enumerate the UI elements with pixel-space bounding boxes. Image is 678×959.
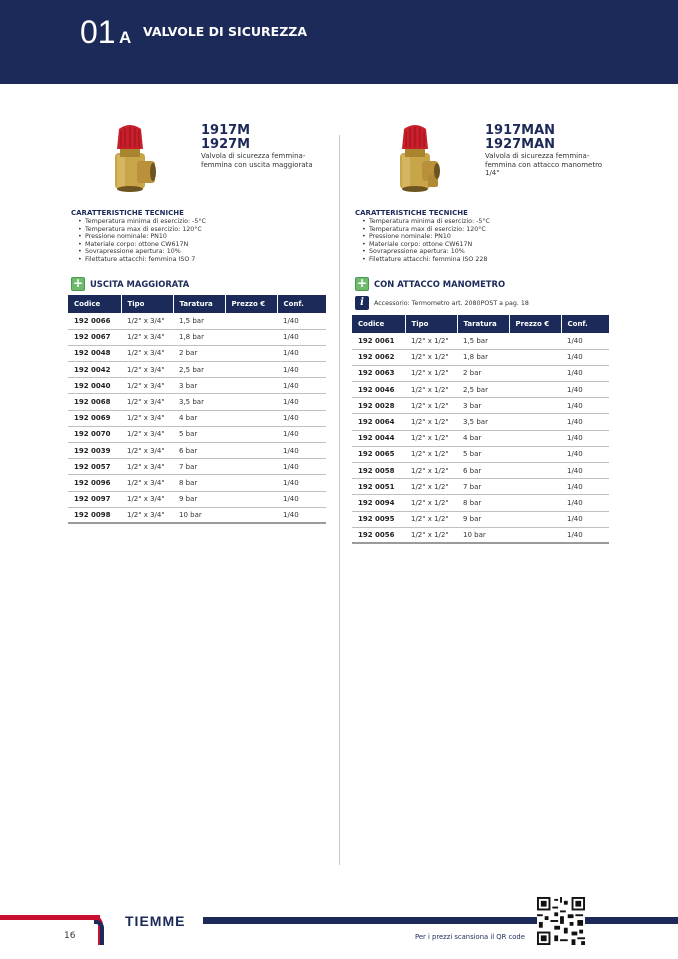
spec-item: • Pressione nominale: PN10	[76, 233, 206, 241]
cell-code: 192 0028	[352, 398, 405, 414]
cell-pack: 1/40	[277, 475, 326, 491]
cell-type: 1/2" x 3/4"	[121, 378, 173, 394]
table-row	[352, 446, 609, 462]
cell-type: 1/2" x 1/2"	[405, 479, 457, 495]
cell-type: 1/2" x 3/4"	[121, 443, 173, 459]
section-heading	[355, 277, 505, 291]
cell-code: 192 0066	[68, 313, 121, 329]
column-header: Tipo	[121, 295, 173, 313]
table-row	[68, 345, 326, 361]
cell-code: 192 0096	[68, 475, 121, 491]
table-row	[352, 382, 609, 398]
valve-image	[103, 123, 157, 193]
column-header: Conf.	[277, 295, 326, 313]
table-row	[352, 333, 609, 349]
spec-item: • Sovrapressione apertura: 10%	[76, 248, 206, 256]
cell-pack: 1/40	[277, 491, 326, 507]
table-row	[352, 463, 609, 479]
cell-code: 192 0058	[352, 463, 405, 479]
product-codes	[485, 124, 555, 152]
cell-type: 1/2" x 1/2"	[405, 333, 457, 349]
cell-price	[509, 349, 561, 365]
cell-pack: 1/40	[561, 446, 609, 462]
cell-code: 192 0068	[68, 394, 121, 410]
cell-code: 192 0051	[352, 479, 405, 495]
cell-code: 192 0097	[68, 491, 121, 507]
cell-code: 192 0056	[352, 527, 405, 543]
cell-code: 192 0065	[352, 446, 405, 462]
spec-item: • Filettature attacchi: femmina ISO 228	[360, 256, 490, 264]
table-row	[352, 365, 609, 381]
table-row	[68, 378, 326, 394]
cell-setting: 3 bar	[457, 398, 509, 414]
spec-title: CARATTERISTICHE TECNICHE	[71, 209, 184, 217]
table-row	[68, 362, 326, 378]
cell-setting: 2 bar	[173, 345, 225, 361]
qr-code-icon[interactable]	[537, 897, 585, 945]
cell-price	[225, 313, 277, 329]
cell-price	[509, 495, 561, 511]
table-row	[68, 443, 326, 459]
accessory-note	[355, 296, 529, 310]
column-header: Codice	[352, 315, 405, 333]
cell-price	[225, 394, 277, 410]
cell-type: 1/2" x 1/2"	[405, 527, 457, 543]
cell-type: 1/2" x 3/4"	[121, 426, 173, 442]
cell-code: 192 0095	[352, 511, 405, 527]
table-row	[352, 527, 609, 543]
cell-pack: 1/40	[561, 463, 609, 479]
cell-code: 192 0063	[352, 365, 405, 381]
cell-pack: 1/40	[561, 527, 609, 543]
footer-blue-hook	[94, 920, 104, 945]
cell-code: 192 0042	[68, 362, 121, 378]
cell-type: 1/2" x 1/2"	[405, 414, 457, 430]
cell-pack: 1/40	[277, 443, 326, 459]
cell-setting: 10 bar	[173, 507, 225, 523]
table-row	[352, 414, 609, 430]
cell-code: 192 0070	[68, 426, 121, 442]
info-icon: i	[355, 296, 369, 310]
cell-setting: 7 bar	[457, 479, 509, 495]
cell-type: 1/2" x 3/4"	[121, 507, 173, 523]
column-header: Taratura	[173, 295, 225, 313]
cell-code: 192 0057	[68, 459, 121, 475]
cell-type: 1/2" x 1/2"	[405, 463, 457, 479]
product-description: Valvola di sicurezza femmina-femmina con uscita maggiorata	[201, 152, 313, 169]
table-header-row	[68, 295, 326, 313]
table-row	[68, 459, 326, 475]
cell-price	[509, 463, 561, 479]
column-divider	[339, 135, 340, 865]
cell-setting: 8 bar	[173, 475, 225, 491]
product-code: 1917MAN	[485, 123, 556, 138]
cell-pack: 1/40	[277, 378, 326, 394]
cell-pack: 1/40	[561, 430, 609, 446]
cell-price	[509, 382, 561, 398]
cell-setting: 3,5 bar	[457, 414, 509, 430]
spec-list	[76, 218, 206, 264]
cell-pack: 1/40	[561, 349, 609, 365]
cell-type: 1/2" x 3/4"	[121, 459, 173, 475]
cell-type: 1/2" x 3/4"	[121, 329, 173, 345]
section-heading	[71, 277, 189, 291]
cell-setting: 9 bar	[457, 511, 509, 527]
cell-pack: 1/40	[277, 394, 326, 410]
page-header	[0, 0, 678, 84]
cell-setting: 6 bar	[173, 443, 225, 459]
product-codes	[201, 124, 250, 152]
cell-pack: 1/40	[561, 382, 609, 398]
cell-price	[509, 511, 561, 527]
product-description: Valvola di sicurezza femmina-femmina con attacco manometro 1/4"	[485, 152, 603, 178]
spec-title: CARATTERISTICHE TECNICHE	[355, 209, 468, 217]
table-row	[352, 430, 609, 446]
spec-item: • Pressione nominale: PN10	[360, 233, 490, 241]
cell-type: 1/2" x 3/4"	[121, 491, 173, 507]
brand-logo: TIEMME	[125, 913, 186, 929]
spec-item: • Sovrapressione apertura: 10%	[360, 248, 490, 256]
spec-item: • Temperatura max di esercizio: 120°C	[360, 226, 490, 234]
cell-price	[225, 475, 277, 491]
column-header: Tipo	[405, 315, 457, 333]
cell-type: 1/2" x 1/2"	[405, 511, 457, 527]
cell-setting: 4 bar	[457, 430, 509, 446]
cell-pack: 1/40	[277, 313, 326, 329]
cell-type: 1/2" x 1/2"	[405, 398, 457, 414]
cell-pack: 1/40	[277, 362, 326, 378]
cell-setting: 1,8 bar	[173, 329, 225, 345]
cell-price	[225, 362, 277, 378]
cell-type: 1/2" x 1/2"	[405, 349, 457, 365]
cell-price	[225, 329, 277, 345]
cell-setting: 2,5 bar	[173, 362, 225, 378]
cell-setting: 4 bar	[173, 410, 225, 426]
column-header: Codice	[68, 295, 121, 313]
page-number: 16	[64, 931, 76, 941]
product-code: 1917M	[201, 123, 251, 138]
section-letter: A	[119, 28, 132, 47]
cell-price	[509, 527, 561, 543]
cell-price	[225, 426, 277, 442]
cell-setting: 6 bar	[457, 463, 509, 479]
cell-pack: 1/40	[277, 507, 326, 523]
cell-setting: 1,5 bar	[173, 313, 225, 329]
cell-code: 192 0069	[68, 410, 121, 426]
cell-pack: 1/40	[277, 459, 326, 475]
cell-pack: 1/40	[561, 414, 609, 430]
cell-type: 1/2" x 3/4"	[121, 475, 173, 491]
cell-price	[225, 410, 277, 426]
table-row	[352, 495, 609, 511]
cell-setting: 3 bar	[173, 378, 225, 394]
cell-price	[225, 459, 277, 475]
table-row	[352, 398, 609, 414]
cell-setting: 10 bar	[457, 527, 509, 543]
cell-type: 1/2" x 1/2"	[405, 382, 457, 398]
cell-setting: 2 bar	[457, 365, 509, 381]
section-title: VALVOLE DI SICUREZZA	[143, 24, 308, 39]
cell-pack: 1/40	[561, 398, 609, 414]
spec-item: • Materiale corpo: ottone CW617N	[360, 241, 490, 249]
cell-price	[225, 443, 277, 459]
cell-code: 192 0062	[352, 349, 405, 365]
cell-setting: 9 bar	[173, 491, 225, 507]
table-row	[68, 313, 326, 329]
cell-type: 1/2" x 3/4"	[121, 345, 173, 361]
product-code: 1927M	[201, 137, 251, 152]
cell-type: 1/2" x 3/4"	[121, 410, 173, 426]
qr-caption: Per i prezzi scansiona il QR code	[415, 933, 525, 941]
cell-code: 192 0094	[352, 495, 405, 511]
table-row	[68, 507, 326, 523]
cell-setting: 5 bar	[457, 446, 509, 462]
spec-list	[360, 218, 490, 264]
cell-code: 192 0044	[352, 430, 405, 446]
cell-pack: 1/40	[561, 479, 609, 495]
table-row	[68, 410, 326, 426]
table-row	[68, 491, 326, 507]
spec-item: • Materiale corpo: ottone CW617N	[76, 241, 206, 249]
cell-code: 192 0064	[352, 414, 405, 430]
cell-setting: 8 bar	[457, 495, 509, 511]
cell-pack: 1/40	[277, 345, 326, 361]
cell-pack: 1/40	[277, 426, 326, 442]
cell-setting: 3,5 bar	[173, 394, 225, 410]
table-row	[352, 479, 609, 495]
cell-setting: 7 bar	[173, 459, 225, 475]
cell-pack: 1/40	[561, 333, 609, 349]
cell-price	[509, 398, 561, 414]
table-row	[68, 426, 326, 442]
cell-pack: 1/40	[277, 410, 326, 426]
cell-type: 1/2" x 3/4"	[121, 362, 173, 378]
cell-price	[225, 378, 277, 394]
cell-type: 1/2" x 1/2"	[405, 446, 457, 462]
section-label: USCITA MAGGIORATA	[90, 279, 190, 289]
cell-code: 192 0039	[68, 443, 121, 459]
table-row	[68, 475, 326, 491]
cell-type: 1/2" x 1/2"	[405, 495, 457, 511]
section-label: CON ATTACCO MANOMETRO	[374, 279, 506, 289]
accessory-text: Accessorio: Termometro art. 2080POST a pag. 18	[374, 299, 529, 307]
cell-type: 1/2" x 3/4"	[121, 313, 173, 329]
cell-price	[225, 507, 277, 523]
column-header: Conf.	[561, 315, 609, 333]
cell-price	[509, 365, 561, 381]
cell-setting: 1,5 bar	[457, 333, 509, 349]
table-header-row	[352, 315, 609, 333]
cell-pack: 1/40	[277, 329, 326, 345]
cell-price	[225, 345, 277, 361]
table-row	[352, 349, 609, 365]
cell-price	[509, 430, 561, 446]
plus-icon: +	[72, 276, 84, 290]
cell-type: 1/2" x 1/2"	[405, 430, 457, 446]
cell-price	[225, 491, 277, 507]
cell-code: 192 0040	[68, 378, 121, 394]
cell-price	[509, 446, 561, 462]
spec-item: • Temperatura minima di esercizio: -5°C	[76, 218, 206, 226]
spec-item: • Temperatura max di esercizio: 120°C	[76, 226, 206, 234]
cell-price	[509, 333, 561, 349]
cell-type: 1/2" x 3/4"	[121, 394, 173, 410]
cell-price	[509, 479, 561, 495]
table-row	[68, 394, 326, 410]
cell-setting: 1,8 bar	[457, 349, 509, 365]
cell-price	[509, 414, 561, 430]
cell-setting: 5 bar	[173, 426, 225, 442]
table-row	[68, 329, 326, 345]
column-header: Prezzo €	[509, 315, 561, 333]
column-header: Taratura	[457, 315, 509, 333]
plus-icon: +	[356, 276, 368, 290]
cell-pack: 1/40	[561, 495, 609, 511]
product-table	[68, 295, 326, 524]
footer-red-bar	[0, 915, 100, 920]
cell-code: 192 0061	[352, 333, 405, 349]
cell-setting: 2,5 bar	[457, 382, 509, 398]
cell-pack: 1/40	[561, 365, 609, 381]
cell-code: 192 0098	[68, 507, 121, 523]
cell-code: 192 0048	[68, 345, 121, 361]
spec-item: • Filettature attacchi: femmina ISO 7	[76, 256, 206, 264]
cell-type: 1/2" x 1/2"	[405, 365, 457, 381]
table-row	[352, 511, 609, 527]
valve-image	[388, 123, 442, 193]
footer-blue-bar	[203, 917, 678, 924]
column-header: Prezzo €	[225, 295, 277, 313]
cell-code: 192 0067	[68, 329, 121, 345]
cell-pack: 1/40	[561, 511, 609, 527]
spec-item: • Temperatura minima di esercizio: -5°C	[360, 218, 490, 226]
cell-code: 192 0046	[352, 382, 405, 398]
product-code: 1927MAN	[485, 137, 556, 152]
product-table	[352, 315, 609, 544]
section-number: 01	[80, 14, 116, 50]
